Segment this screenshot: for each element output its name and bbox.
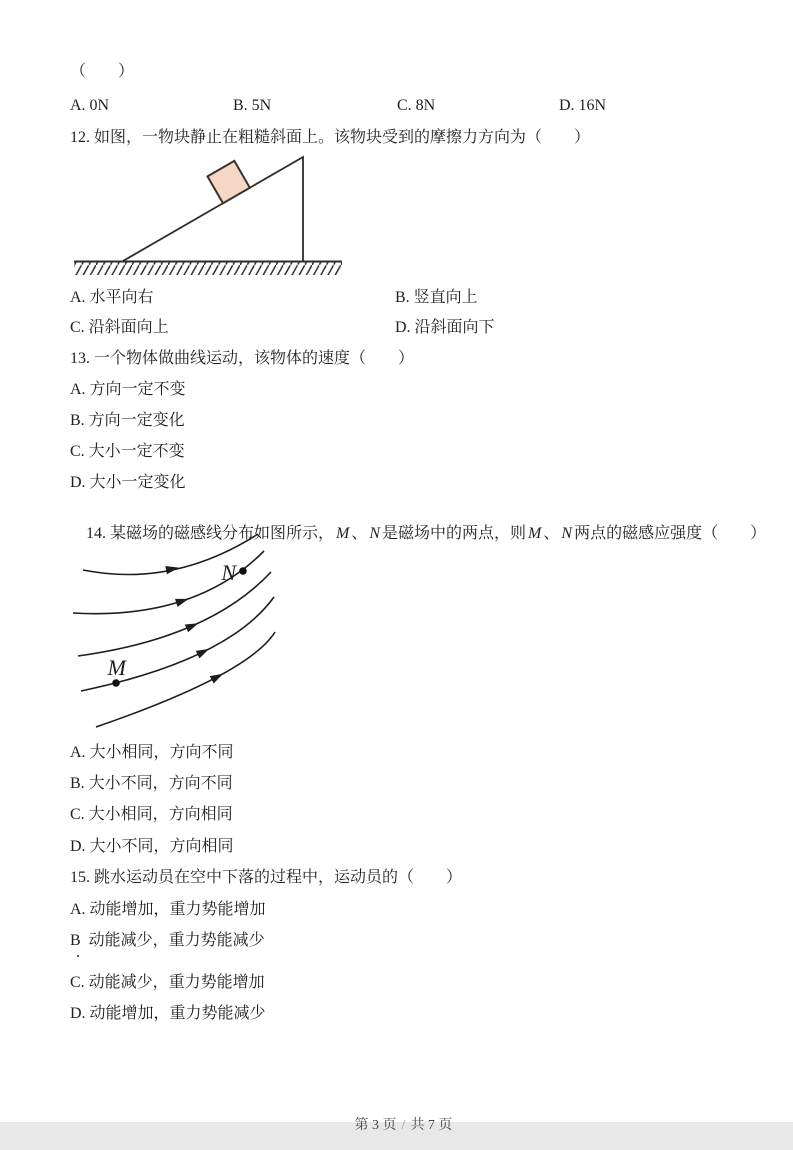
ground-hatching: [74, 262, 342, 275]
incline-block-diagram: [60, 148, 360, 283]
q11-option-a: A. 0N: [70, 97, 110, 114]
q11-answer-blank: （ ）: [70, 63, 135, 80]
q14-stem-text: 14. 某磁场的磁感线分布如图所示，: [86, 525, 335, 542]
page-footer: [0, 1098, 793, 1150]
point-m-dot: [112, 679, 120, 687]
footer-separator: /: [401, 1118, 406, 1133]
q14-option-b: B. 大小不同，方向不同: [70, 775, 233, 792]
q14-stem-text3: 两点的磁感应强度（ ）: [574, 525, 767, 542]
arrowhead-icon: [185, 619, 200, 632]
field-line-arrows: [165, 564, 225, 684]
point-n-label: N: [221, 560, 236, 585]
q14-stem-var-n2: N: [561, 525, 573, 542]
field-lines-svg: [60, 525, 300, 740]
q14-option-d: D. 大小不同，方向相同: [70, 838, 234, 855]
footer-total-pages: 共 7 页: [410, 1118, 453, 1133]
q13-option-d: D. 大小一定变化: [70, 474, 186, 491]
q12-option-d: D. 沿斜面向下: [395, 319, 495, 336]
q13-option-a: A. 方向一定不变: [70, 381, 186, 398]
q11-option-d: D. 16N: [559, 97, 607, 114]
arrowhead-icon: [196, 645, 211, 658]
point-m-label: M: [107, 655, 126, 680]
q12-option-c: C. 沿斜面向上: [70, 319, 169, 336]
point-n-dot: [239, 567, 247, 575]
q15-option-a: A. 动能增加，重力势能增加: [70, 901, 266, 918]
arrowhead-icon: [210, 670, 225, 684]
magnetic-field-diagram: [60, 525, 300, 745]
q13-option-c: C. 大小一定不变: [70, 443, 185, 460]
q14-option-a: A. 大小相同，方向不同: [70, 744, 234, 761]
q14-stem-sep1: 、: [351, 525, 368, 542]
q13-stem: 13. 一个物体做曲线运动，该物体的速度（ ）: [70, 350, 415, 367]
q14-stem-var-m2: M: [528, 525, 542, 542]
q15-option-b-stray-period: .: [76, 944, 80, 961]
q12-option-b: B. 竖直向上: [395, 289, 478, 306]
q11-option-b: B. 5N: [233, 97, 272, 114]
q15-option-c: C. 动能减少，重力势能增加: [70, 974, 265, 991]
q12-option-a: A. 水平向右: [70, 289, 154, 306]
q14-option-c: C. 大小相同，方向相同: [70, 806, 233, 823]
arrowhead-icon: [175, 595, 190, 607]
incline-diagram-svg: [60, 148, 360, 278]
q12-stem: 12. 如图，一物块静止在粗糙斜面上。该物块受到的摩擦力方向为（ ）: [70, 129, 591, 146]
q14-stem-sep2: 、: [543, 525, 560, 542]
q11-option-c: C. 8N: [397, 97, 436, 114]
q14-stem-var-n1: N: [369, 525, 381, 542]
q14-stem-text2: 是磁场中的两点，则: [382, 525, 527, 542]
block-on-incline: [208, 161, 250, 203]
q15-stem: 15. 跳水运动员在空中下落的过程中，运动员的（ ）: [70, 869, 463, 886]
q13-option-b: B. 方向一定变化: [70, 412, 185, 429]
q15-option-b: B 动能减少，重力势能减少: [70, 932, 265, 949]
q14-stem-var-m1: M: [336, 525, 350, 542]
footer-page-number: 第 3 页: [354, 1118, 397, 1133]
q15-option-d: D. 动能增加，重力势能减少: [70, 1005, 266, 1022]
